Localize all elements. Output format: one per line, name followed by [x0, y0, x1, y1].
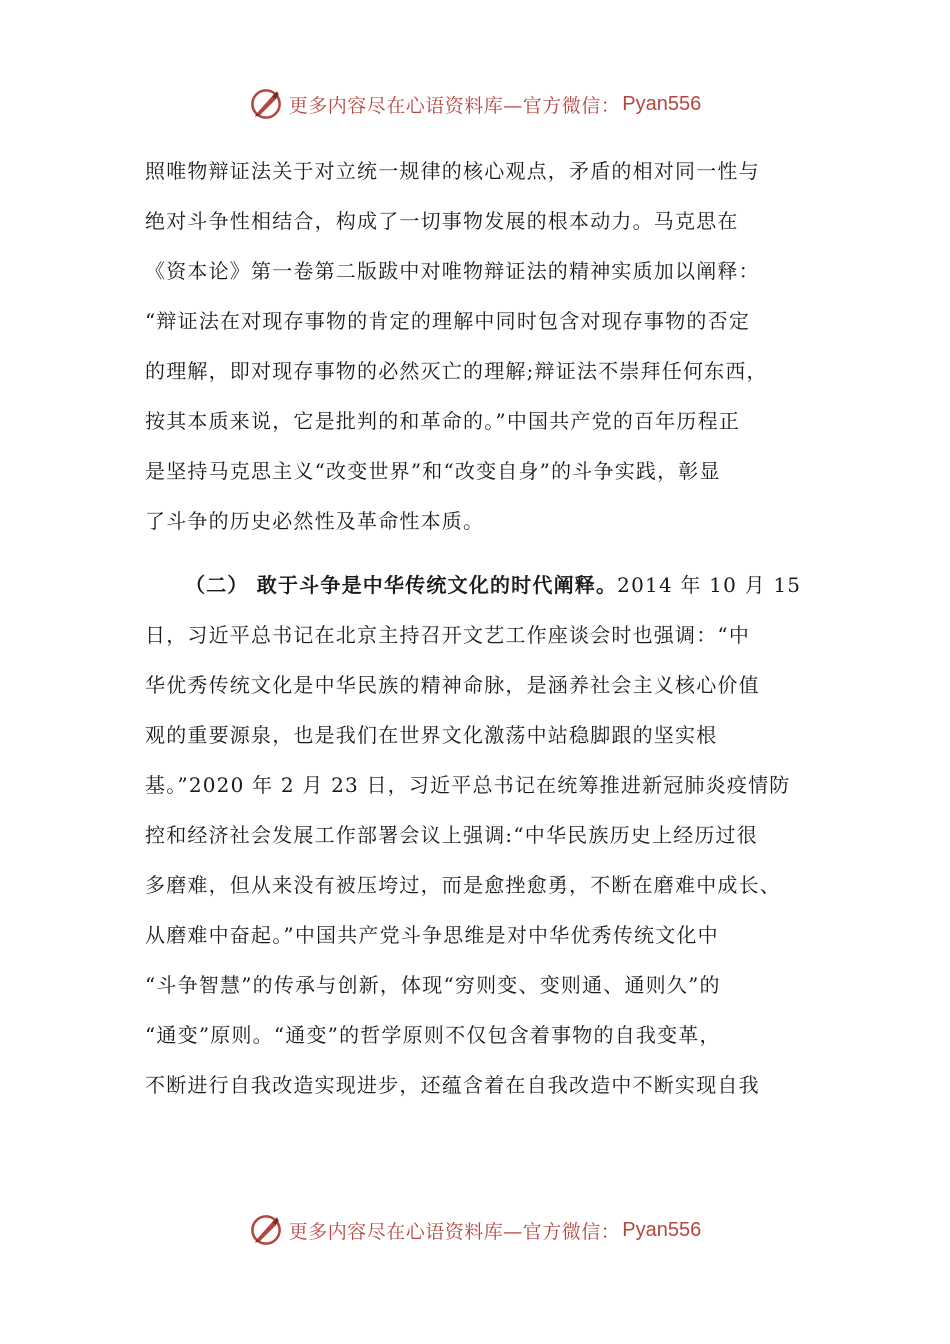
footer-wechat-handle: Pyan556 [622, 1218, 702, 1241]
paragraph-line: “辩证法在对现存事物的肯定的理解中同时包含对现存事物的否定 [145, 309, 751, 333]
paragraph-2 [145, 560, 807, 1110]
document-body [145, 146, 807, 1110]
pen-logo-icon [249, 1213, 283, 1247]
paragraph-first-line [145, 560, 807, 610]
paragraph-line: 按其本质来说，它是批判的和革命的。”中国共产党的百年历程正 [145, 409, 741, 433]
paragraph-line: 基。”2020 年 2 月 23 日，习近平总书记在统筹推进新冠肺炎疫情防 [145, 773, 791, 797]
paragraph-line: 绝对斗争性相结合，构成了一切事物发展的根本动力。马克思在 [145, 209, 739, 233]
paragraph-line: “通变”原则。“通变”的哲学原则不仅包含着事物的自我变革， [145, 1023, 721, 1047]
paragraph-text: 2014 年 10 月 15 [617, 573, 802, 597]
header-wechat-handle: Pyan556 [622, 92, 702, 115]
paragraph-line: 是坚持马克思主义“改变世界”和“改变自身”的斗争实践，彰显 [145, 459, 721, 483]
pen-logo-icon [249, 87, 283, 121]
footer-banner-text: 更多内容尽在心语资料库—官方微信： [288, 1220, 621, 1243]
paragraph-line: 了斗争的历史必然性及革命性本质。 [145, 509, 485, 533]
header-banner [0, 84, 950, 124]
paragraph-line: 日，习近平总书记在北京主持召开文艺工作座谈会时也强调：“中 [145, 623, 751, 647]
paragraph-line: 不断进行自我改造实现进步，还蕴含着在自我改造中不断实现自我 [145, 1073, 760, 1097]
paragraph-line: 观的重要源泉，也是我们在世界文化激荡中站稳脚跟的坚实根 [145, 723, 718, 747]
paragraph-line: 《资本论》第一卷第二版跋中对唯物辩证法的精神实质加以阐释： [145, 259, 760, 283]
section-heading: （二） 敢于斗争是中华传统文化的时代阐释。 [185, 573, 618, 597]
paragraph-line: 从磨难中奋起。”中国共产党斗争思维是对中华优秀传统文化中 [145, 923, 719, 947]
footer-banner [0, 1210, 950, 1250]
paragraph-line: 华优秀传统文化是中华民族的精神命脉，是涵养社会主义核心价值 [145, 673, 760, 697]
paragraph-line: 的理解，即对现存事物的必然灭亡的理解;辩证法不崇拜任何东西， [145, 359, 768, 383]
header-banner-text: 更多内容尽在心语资料库—官方微信： [288, 94, 621, 117]
paragraph-line: 照唯物辩证法关于对立统一规律的核心观点，矛盾的相对同一性与 [145, 159, 760, 183]
paragraph-1 [145, 146, 807, 546]
paragraph-line: 控和经济社会发展工作部署会议上强调:“中华民族历史上经历过很 [145, 823, 758, 847]
paragraph-line: 多磨难，但从来没有被压垮过，而是愈挫愈勇，不断在磨难中成长、 [145, 873, 781, 897]
paragraph-line: “斗争智慧”的传承与创新，体现“穷则变、变则通、通则久”的 [145, 973, 721, 997]
